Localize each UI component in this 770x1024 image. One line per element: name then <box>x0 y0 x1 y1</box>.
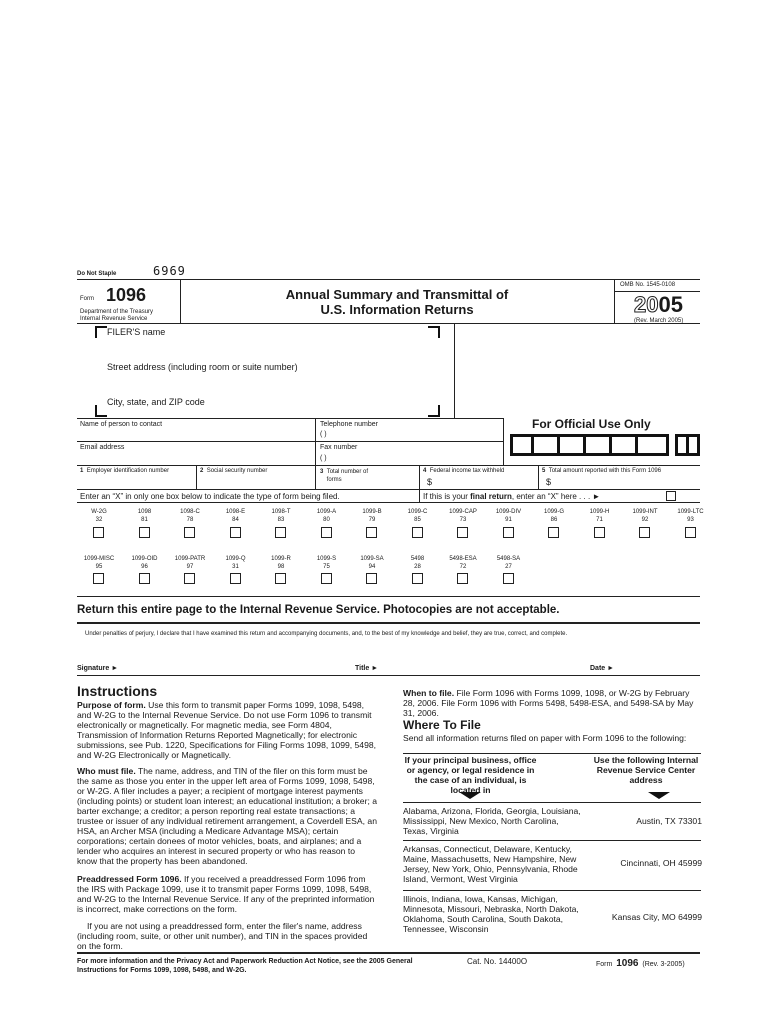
form-type-checkbox-1099-a[interactable] <box>321 527 332 538</box>
arrow-down-icon <box>648 792 670 799</box>
date-label: Date ► <box>590 665 615 672</box>
where-row-2-states: Arkansas, Connecticut, Delaware, Kentucky, Maine, Massachusetts, New Hampshire, New Jersey, New York, Ohio, Pennsylvania, Rhode Island, Vermont, West Virginia <box>403 844 578 884</box>
form-type-label: W-2G 32 <box>91 509 107 523</box>
field-4-dollar: $ <box>427 477 433 487</box>
form-type-checkbox-1099-h[interactable] <box>594 527 605 538</box>
where-row-3-states: Illinois, Indiana, Iowa, Kansas, Michigan, Minnesota, Missouri, Nebraska, North Dakota, Oklahoma, South Carolina, South Dakota, Tennessee, Wisconsin <box>403 894 579 934</box>
form-type-checkbox-5498-sa[interactable] <box>503 573 514 584</box>
form-type-label: 1099-OID 96 <box>131 556 158 570</box>
privacy-notice: For more information and the Privacy Act and Paperwork Reduction Act Notice, see the 2005 General Instructions for Forms 1099, 1098, 5498, and W-2G. <box>77 958 413 974</box>
field-5-input[interactable] <box>556 477 696 488</box>
form-type-label: 1098-E 84 <box>225 509 246 523</box>
form-type-label: 1099-CAP 73 <box>449 509 477 523</box>
title-input[interactable] <box>385 660 585 674</box>
title-label: Title ► <box>355 665 379 672</box>
email-input[interactable] <box>80 453 310 463</box>
where-intro: Send all information returns filed on paper with Form 1096 to the following: <box>403 733 687 743</box>
form-type-label: 5498 28 <box>410 556 425 570</box>
filer-city-input[interactable] <box>98 407 424 417</box>
form-type-checkbox-1099-div[interactable] <box>503 527 514 538</box>
perjury-statement: Under penalties of perjury, I declare that I have examined this return and accompanying documents, and, to the best of my knowledge and belief, they are true, correct, and complete. <box>85 631 568 637</box>
form-type-label: 1099-C 85 <box>407 509 428 523</box>
where-col-center-header: Use the following Internal Revenue Service Center address <box>593 755 699 785</box>
revision-date: (Rev. March 2005) <box>634 318 684 324</box>
form-type-checkbox-1098[interactable] <box>139 527 150 538</box>
where-to-file-heading: Where To File <box>403 718 481 732</box>
form-type-label: 1099-R 98 <box>271 556 291 570</box>
telephone-label: Telephone number <box>320 421 378 428</box>
form-type-label: 1098-C 78 <box>180 509 200 523</box>
form-type-checkbox-1098-t[interactable] <box>275 527 286 538</box>
form-type-checkbox-1099-cap[interactable] <box>457 527 468 538</box>
form-type-checkbox-1099-misc[interactable] <box>93 573 104 584</box>
contact-name-input[interactable] <box>80 430 310 440</box>
form-type-label: 1099-DIV 91 <box>495 509 522 523</box>
purpose-paragraph: Purpose of form. Use this form to transmit paper Forms 1099, 1098, 5498, and W-2G to the Internal Revenue Service. Do not use Form 1096 to transmit electronically or magnetically. For magnetic media, see Form 4804, Transmission of Information Returns Reported Magnetically; for electronic submissions, see Pub. 1220, Specifications for Filing Forms 1098, 1099, 5498, and W-2G Electronically or Magnetically. <box>77 700 377 760</box>
field-4-label: 4 Federal income tax withheld <box>423 468 505 474</box>
form-type-checkbox-5498-esa[interactable] <box>457 573 468 584</box>
form-type-label: 5498-ESA 72 <box>449 556 477 570</box>
form-type-label: 1099-Q 31 <box>225 556 246 570</box>
tax-year: 2005 <box>634 292 683 317</box>
form-type-label: 1099-G 86 <box>543 509 564 523</box>
form-type-checkbox-1099-q[interactable] <box>230 573 241 584</box>
filer-street-label: Street address (including room or suite number) <box>107 362 298 372</box>
filer-name-label: FILER'S name <box>107 327 166 337</box>
form-type-checkbox-1099-g[interactable] <box>548 527 559 538</box>
form-type-label: 1099-B 79 <box>362 509 382 523</box>
form-type-label: 1099-MISC 95 <box>83 556 115 570</box>
form-type-checkbox-1098-e[interactable] <box>230 527 241 538</box>
field-5-dollar: $ <box>546 477 552 487</box>
form-type-checkbox-1099-s[interactable] <box>321 573 332 584</box>
form-type-checkbox-1099-int[interactable] <box>639 527 650 538</box>
form-type-checkbox-1099-b[interactable] <box>366 527 377 538</box>
form-type-label: 1099-H 71 <box>589 509 610 523</box>
form-type-checkbox-1099-oid[interactable] <box>139 573 150 584</box>
field-4-input[interactable] <box>436 477 534 488</box>
arrow-down-icon <box>459 792 481 799</box>
form-label: Form <box>80 296 94 302</box>
form-type-label: 1098 81 <box>137 509 152 523</box>
form-type-label: 1099-SA 94 <box>360 556 384 570</box>
fax-label: Fax number <box>320 444 358 451</box>
field-5-label: 5 Total amount reported with this Form 1096 <box>542 468 662 474</box>
omb-number: OMB No. 1545-0108 <box>620 282 676 288</box>
department: Department of the Treasury <box>80 309 154 315</box>
catalog-number: Cat. No. 14400O <box>467 957 528 966</box>
telephone-input[interactable]: ( ) <box>320 431 327 438</box>
preaddressed-paragraph-2: If you are not using a preaddressed form, enter the filer's name, address (including room, suite, or other unit number), and TIN in the spaces provided on the form. <box>77 921 368 951</box>
date-input[interactable] <box>620 660 698 674</box>
filer-street-input[interactable] <box>98 372 424 392</box>
fax-input[interactable]: ( ) <box>320 455 327 462</box>
instructions-heading: Instructions <box>77 683 158 699</box>
official-use-block-2 <box>675 434 700 456</box>
when-to-file: When to file. File Form 1096 with Forms 1099, 1098, or W-2G by February 28, 2006. File Form 1096 with Forms 5498, 5498-ESA, and 5498-SA by May 31, 2006. <box>403 688 694 718</box>
email-label: Email address <box>80 444 125 451</box>
field-1-input[interactable] <box>80 477 192 488</box>
form-type-label: 1099-INT 92 <box>632 509 658 523</box>
irs-label: Internal Revenue Service <box>80 316 148 322</box>
official-use-block <box>510 434 669 456</box>
preaddressed-paragraph: Preaddressed Form 1096. If you received a preaddressed Form 1096 from the IRS with Package 1099, use it to transmit paper Forms 1099, 1098, 5498, and W-2G to the Internal Revenue Service. If any of the preprinted information is incorrect, make corrections on the form. <box>77 874 375 914</box>
title-line2: U.S. Information Returns <box>320 302 474 317</box>
signature-input[interactable] <box>125 660 350 674</box>
filer-city-label: City, state, and ZIP code <box>107 397 205 407</box>
form-type-checkbox-1099-ltc[interactable] <box>685 527 696 538</box>
form-type-label: 1099-PATR 97 <box>174 556 206 570</box>
enter-x-instruction: Enter an “X” in only one box below to indicate the type of form being filed. <box>80 492 340 501</box>
form-type-label: 5498-SA 27 <box>496 556 521 570</box>
form-type-checkbox-1098-c[interactable] <box>184 527 195 538</box>
filer-name-input[interactable] <box>98 336 424 356</box>
field-2-input[interactable] <box>200 477 312 488</box>
final-return-label: If this is your final return, enter an “X” here . . . ► <box>423 492 601 501</box>
field-2-label: 2 Social security number <box>200 468 268 474</box>
field-1-label: 1 Employer identification number <box>80 468 170 474</box>
form-type-grid <box>77 502 704 600</box>
form-type-checkbox-1099-c[interactable] <box>412 527 423 538</box>
form-type-checkbox-1099-patr[interactable] <box>184 573 195 584</box>
official-use-label: For Official Use Only <box>532 417 651 431</box>
form-number: 1096 <box>106 285 147 305</box>
do-not-staple: Do Not Staple <box>77 271 117 277</box>
form-type-checkbox-1099-sa[interactable] <box>366 573 377 584</box>
form-type-label: 1098-T 83 <box>271 509 291 523</box>
contact-name-label: Name of person to contact <box>80 421 163 428</box>
where-col-state-header: If your principal business, office or agency, or legal residence in the case of an individual, is located in <box>404 755 537 795</box>
signature-label: Signature ► <box>77 665 119 672</box>
where-row-3-center: Kansas City, MO 64999 <box>611 912 702 922</box>
field-3-input[interactable] <box>320 481 415 489</box>
where-row-1-center: Austin, TX 73301 <box>636 816 702 826</box>
form-code: 6969 <box>153 264 186 278</box>
footer-form: Form 1096 (Rev. 3-2005) <box>596 958 685 969</box>
form-type-checkbox-1099-r[interactable] <box>275 573 286 584</box>
form-type-label: 1099-A 80 <box>316 509 337 523</box>
title-line1: Annual Summary and Transmittal of <box>285 287 509 302</box>
return-notice: Return this entire page to the Internal Revenue Service. Photocopies are not acceptable. <box>77 604 560 616</box>
form-type-label: 1099-LTC 93 <box>677 509 704 523</box>
form-type-label: 1099-S 75 <box>316 556 337 570</box>
form-type-checkbox-5498[interactable] <box>412 573 423 584</box>
field-3-label: 3 Total number of forms <box>320 469 369 483</box>
who-must-file-paragraph: Who must file. The name, address, and TIN of the filer on this form must be the same as those you enter in the upper left area of Forms 1099, 1098, 5498, or W-2G. A filer includes a payer; a recipient of mortgage interest payments (including points) or student loan interest; an educational institution; a broker; a barter exchange; a creditor; a person reporting real estate transactions; a trustee or issuer of any individual retirement arrangement, a Coverdell ESA, an HSA, an Archer MSA (including a Medicare Advantage MSA); certain corporations; certain donees of motor vehicles, boats, and airplanes; and a lender who acquires an interest in secured property or who has reason to know that the property has been abandoned. <box>77 766 378 866</box>
where-row-1-states: Alabama, Arizona, Florida, Georgia, Louisiana, Mississippi, New Mexico, North Carolina, Texas, Virginia <box>403 806 581 836</box>
where-row-2-center: Cincinnati, OH 45999 <box>620 858 702 868</box>
final-return-checkbox[interactable] <box>666 491 676 501</box>
form-type-checkbox-w-2g[interactable] <box>93 527 104 538</box>
